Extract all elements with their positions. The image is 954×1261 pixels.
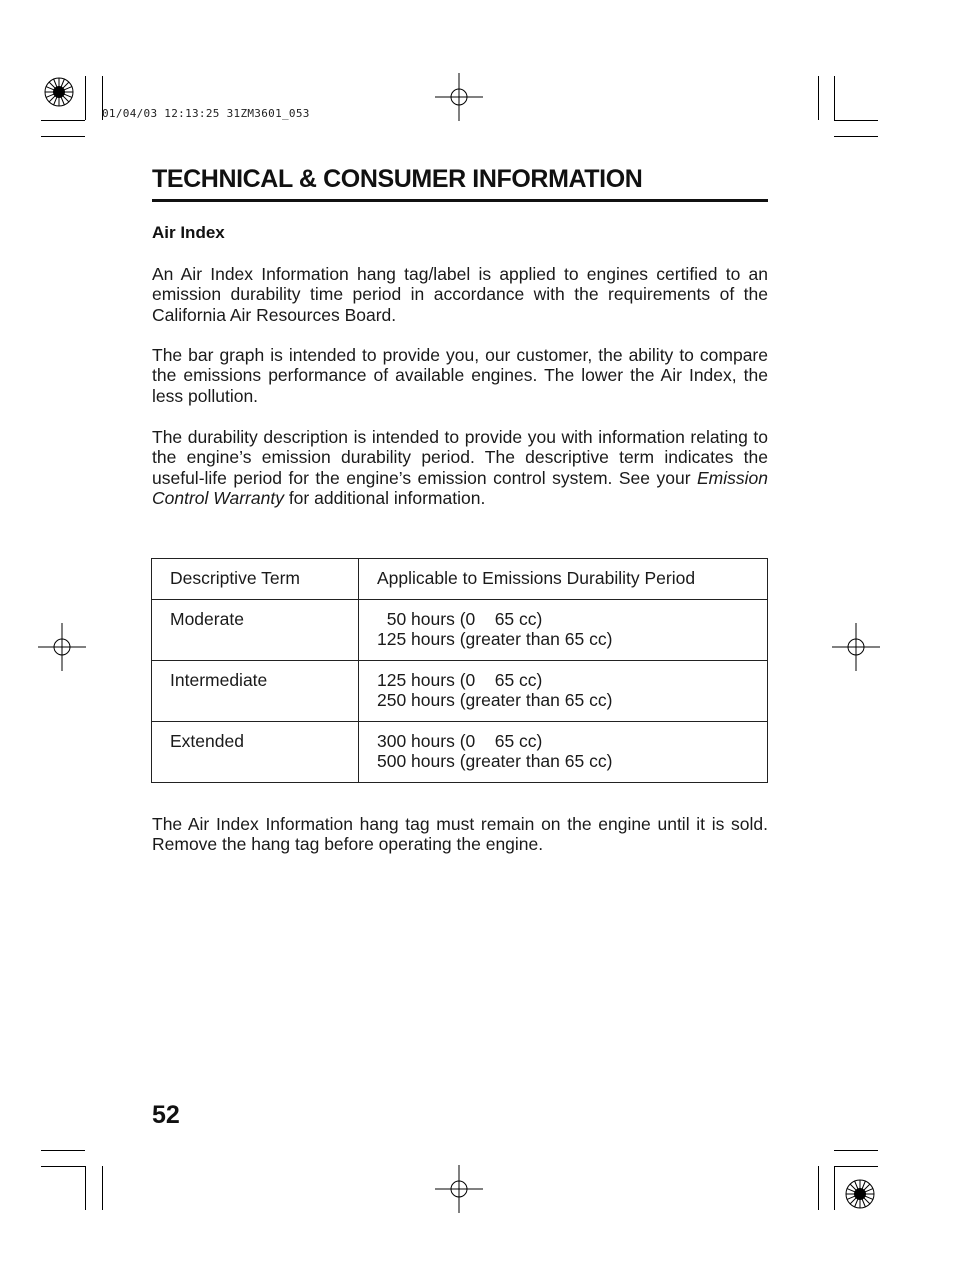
registration-crosshair-icon [832, 623, 880, 671]
page-title: TECHNICAL & CONSUMER INFORMATION [152, 165, 768, 202]
paragraph: The bar graph is intended to provide you, our customer, the ability to compare the emissions performance of available engines. The lower the Air Index, the less pollution. [152, 345, 768, 406]
period-line: 300 hours (0 65 cc) [377, 731, 543, 751]
column-header: Descriptive Term [152, 559, 359, 600]
section-heading: Air Index [152, 223, 225, 242]
page-number: 52 [152, 1101, 180, 1129]
registration-crosshair-icon [38, 623, 86, 671]
period-line: 125 hours (greater than 65 cc) [377, 629, 613, 650]
print-stamp: 01/04/03 12:13:25 31ZM3601_053 [102, 107, 310, 120]
table-header-row [152, 559, 768, 600]
durability-period [359, 661, 768, 722]
period-line: 50 hours (0 65 cc) [377, 609, 543, 629]
descriptive-term: Extended [152, 722, 359, 783]
period-line: 125 hours (0 65 cc) [377, 670, 543, 690]
paragraph-text: for additional information. [283, 488, 486, 509]
descriptive-term: Intermediate [152, 661, 359, 722]
warranty-title: Emission Control Warranty [152, 467, 768, 509]
durability-period [359, 722, 768, 783]
table-row [152, 600, 768, 661]
paragraph: An Air Index Information hang tag/label is applied to engines certified to an emission durability time period in accordance with the requirements of the California Air Resources Board. [152, 264, 768, 325]
paragraph [152, 427, 768, 509]
registration-sunburst-icon [845, 1179, 875, 1209]
descriptive-term: Moderate [152, 600, 359, 661]
registration-crosshair-icon [435, 1165, 483, 1213]
table-row [152, 661, 768, 722]
registration-sunburst-icon [44, 77, 74, 107]
paragraph-text: The durability description is intended to provide you with information relating to the engine’s emission durability period. The descriptive term indicates the useful-life period for the engine’s emission control system. See your [152, 427, 768, 488]
column-header: Applicable to Emissions Durability Period [359, 559, 768, 600]
period-line: 250 hours (greater than 65 cc) [377, 690, 613, 711]
period-line: 500 hours (greater than 65 cc) [377, 751, 613, 772]
table-row [152, 722, 768, 783]
paragraph: The Air Index Information hang tag must remain on the engine until it is sold. Remove the hang tag before operating the engine. [152, 814, 768, 855]
registration-crosshair-icon [435, 73, 483, 121]
durability-table [151, 558, 768, 783]
durability-period [359, 600, 768, 661]
